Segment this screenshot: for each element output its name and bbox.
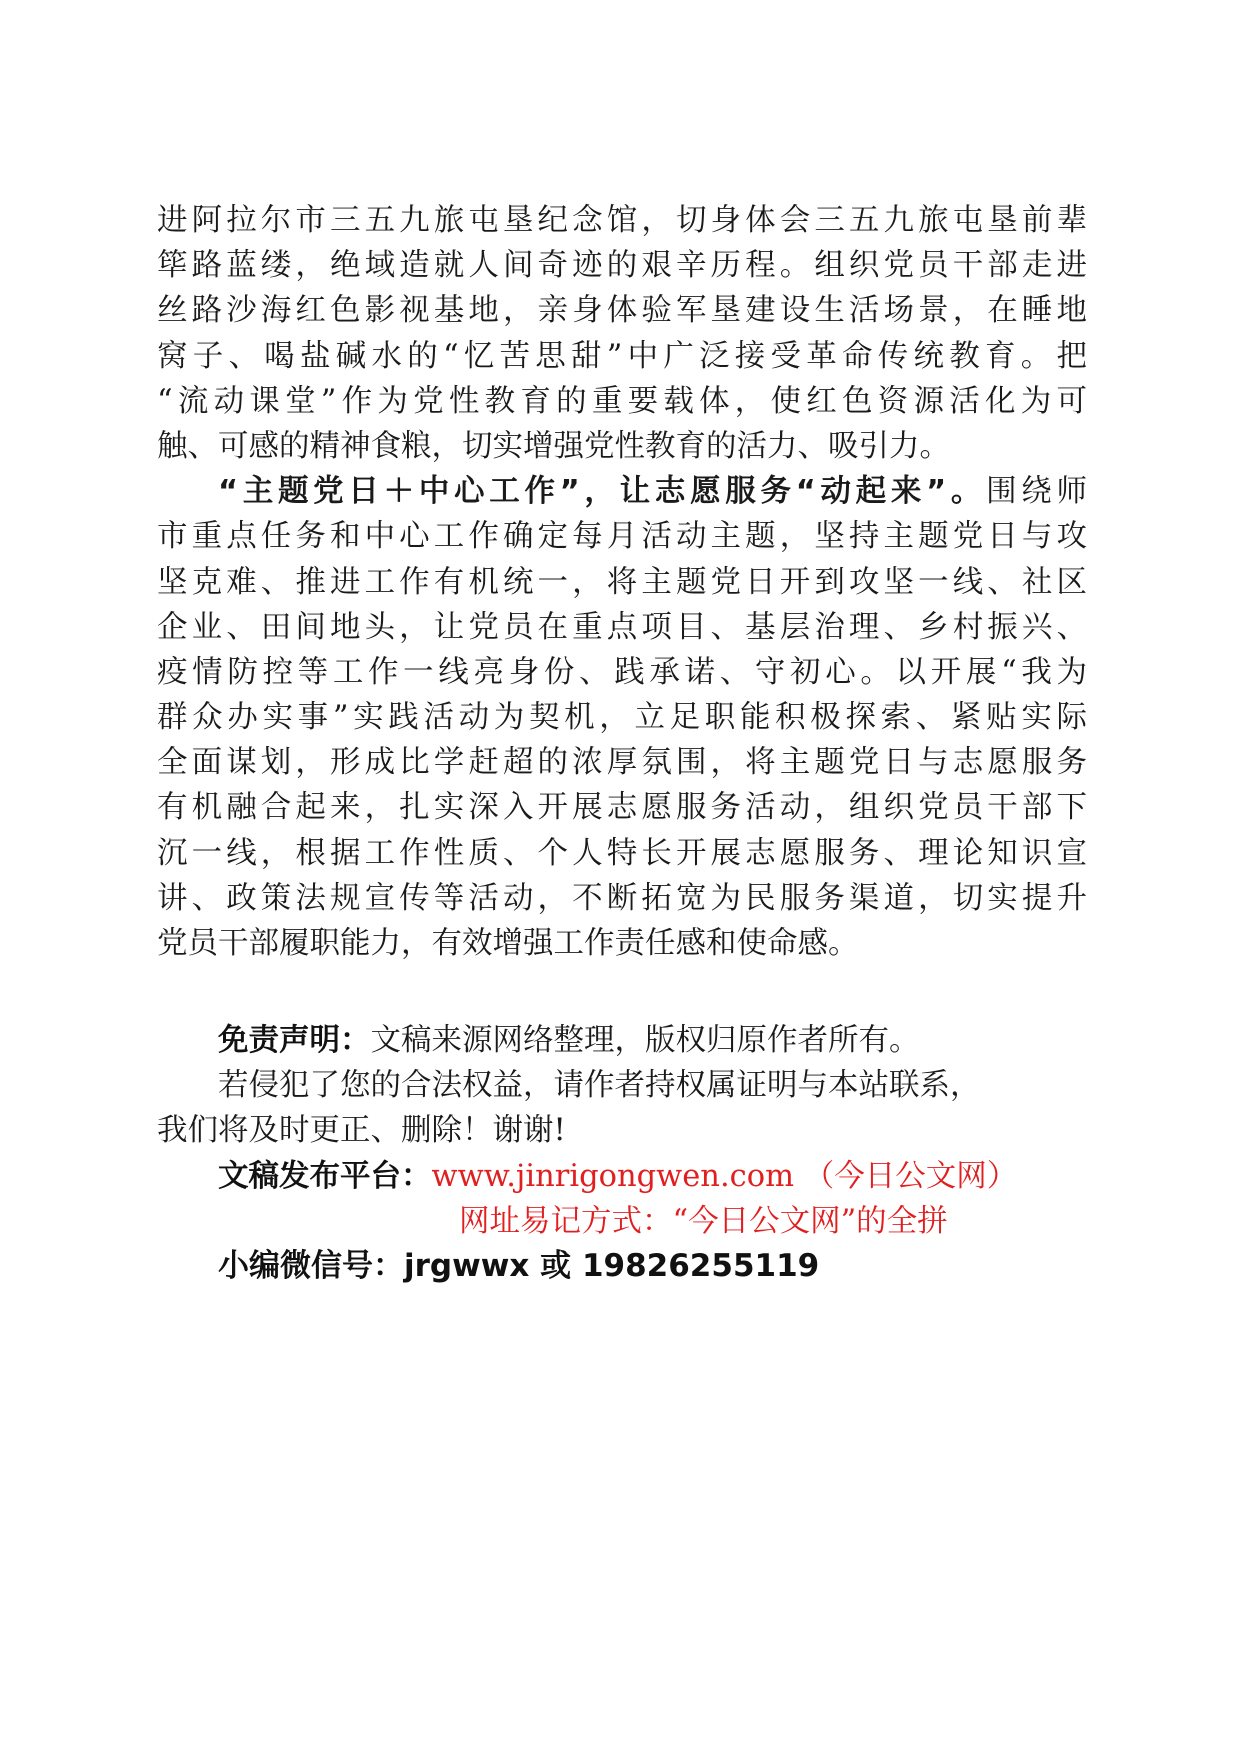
paragraph2-line: 市重点任务和中心工作确定每月活动主题，坚持主题党日与攻 (157, 519, 1087, 555)
paragraph2-line: 群众办实事”实践活动为契机，立足职能积极探索、紧贴实际 (157, 700, 1087, 736)
wechat-contact: 小编微信号：jrgwwx 或 19826255119 (218, 1247, 820, 1284)
paragraph2-line: 有机融合起来，扎实深入开展志愿服务活动，组织党员干部下 (157, 790, 1087, 826)
paragraph1-line: 进阿拉尔市三五九旅屯垦纪念馆，切身体会三五九旅屯垦前辈 (157, 203, 1087, 238)
paragraph2-line: 全面谋划，形成比学赶超的浓厚氛围，将主题党日与志愿服务 (157, 745, 1087, 781)
paragraph2-line: 坚克难、推进工作有机统一，将主题党日开到攻坚一线、社区 (157, 564, 1087, 600)
paragraph2-line: 企业、田间地头，让党员在重点项目、基层治理、乡村振兴、 (157, 609, 1087, 645)
document-body (157, 198, 1087, 966)
paragraph1-line: 窝子、喝盐碱水的“忆苦思甜”中广泛接受革命传统教育。把 (157, 338, 1087, 374)
paragraph2-first-line-rest: 围绕师 (986, 474, 1088, 510)
paragraph2-heading: “主题党日＋中心工作”，让志愿服务“动起来”。 (218, 474, 987, 510)
paragraph2-line: 讲、政策法规宣传等活动，不断拓宽为民服务渠道，切实提升 (157, 880, 1087, 916)
paragraph2-first-line (157, 469, 1087, 514)
paragraph1-line: 丝路沙海红色影视基地，亲身体验军垦建设生活场景，在睡地 (157, 293, 1087, 329)
platform-line (157, 1154, 1087, 1199)
disclaimer-line-3: 我们将及时更正、删除！谢谢! (157, 1113, 566, 1149)
paragraph1-line: 触、可感的精神食粮，切实增强党性教育的活力、吸引力。 (157, 428, 950, 464)
easy-remember-note: 网址易记方式：“今日公文网”的全拼 (459, 1203, 948, 1239)
platform-label: 文稿发布平台： (218, 1158, 432, 1194)
platform-url-link[interactable]: www.jinrigongwen.com （今日公文网） (431, 1158, 1018, 1194)
paragraph2-line: 沉一线，根据工作性质、个人特长开展志愿服务、理论知识宣 (157, 835, 1087, 871)
paragraph1-line: “流动课堂”作为党性教育的重要载体，使红色资源活化为可 (157, 383, 1087, 419)
paragraph1-line: 筚路蓝缕，绝域造就人间奇迹的艰辛历程。组织党员干部走进 (157, 248, 1087, 284)
disclaimer-line (157, 1018, 1087, 1063)
disclaimer-label: 免责声明： (218, 1023, 371, 1058)
disclaimer-block (157, 1018, 1087, 1289)
paragraph2-line: 疫情防控等工作一线亮身份、践承诺、守初心。以开展“我为 (157, 654, 1087, 690)
disclaimer-text: 文稿来源网络整理，版权归原作者所有。 (370, 1023, 920, 1058)
paragraph2-line: 党员干部履职能力，有效增强工作责任感和使命感。 (157, 926, 859, 961)
disclaimer-line-2: 若侵犯了您的合法权益，请作者持权属证明与本站联系， (218, 1068, 981, 1104)
